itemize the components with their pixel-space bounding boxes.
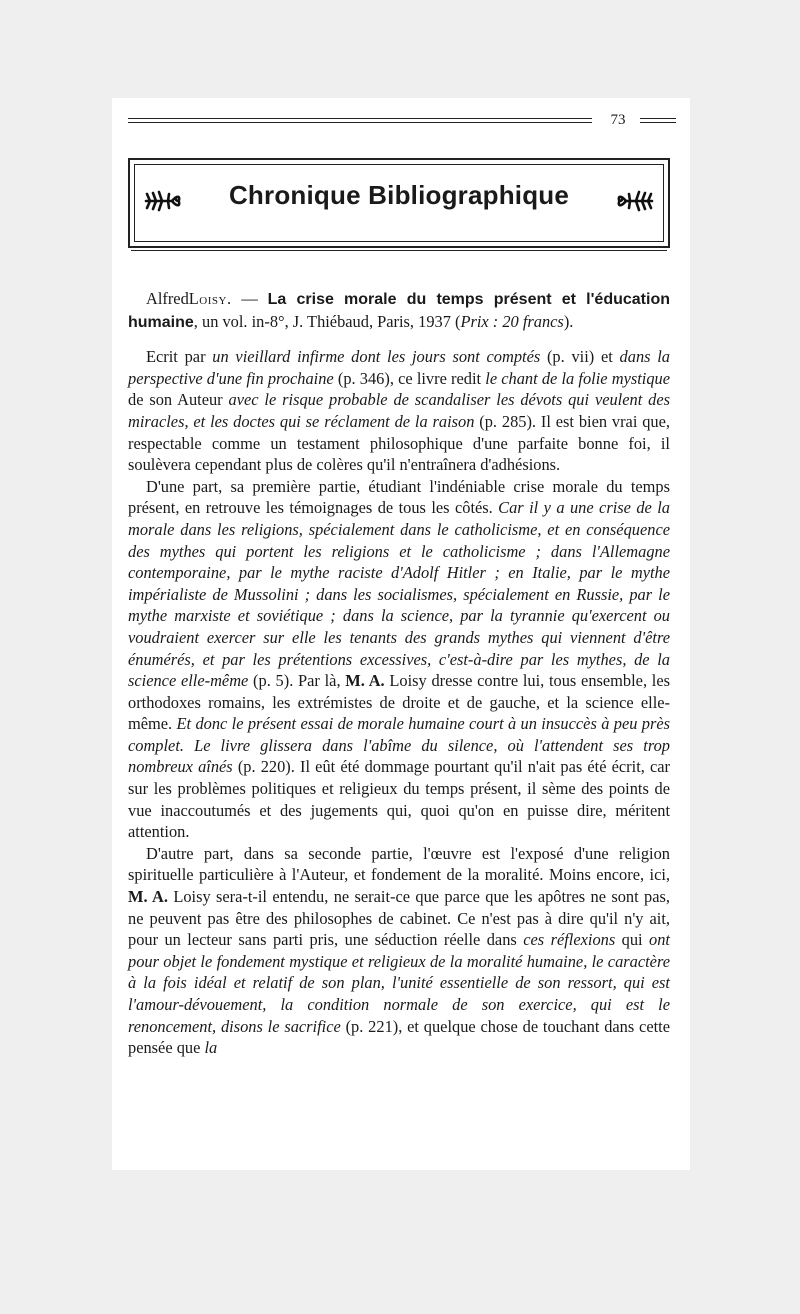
book-details: , un vol. in-8°, J. Thiébaud, Paris, 1937 ( (193, 311, 461, 331)
separator-dash: — (231, 289, 268, 308)
double-rule (128, 118, 592, 123)
text-run: Loisy dresse contre lui, tous ensemble, les orthodoxes romains, les extrémistes de droite et de gauche, et la science elle-même. (128, 671, 670, 734)
quote: le chant de la folie mystique (485, 368, 670, 388)
quote: ces réflexions (523, 930, 616, 950)
bibliographic-entry (128, 288, 670, 333)
page-number: 73 (610, 112, 626, 128)
text-run: (p. vii) et (540, 347, 620, 367)
section-header (128, 158, 670, 248)
text-run: Ecrit par (146, 347, 213, 367)
paragraph (128, 476, 670, 843)
paragraph (128, 843, 670, 1059)
quote: un vieillard infirme dont les jours sont comptés (212, 347, 541, 367)
author-last-name: Loisy. (188, 289, 232, 308)
text-run: D'autre part, dans sa seconde partie, l'œuvre est l'exposé d'une religion spirituelle particulière à l'Auteur, et fondement de la moralité. Moins encore, ici, (128, 843, 670, 885)
text-run: (p. 285). Il est bien vrai que, respectable comme un testament philosophique d'une parfaite bonne foi, il soulèvera cependant plus de colères qu'il n'entraînera d'adhésions. (128, 411, 670, 475)
quote: avec le risque probable de scandaliser les dévots qui veulent des miracles, et les doctes qui se réclament de la raison (128, 390, 670, 431)
text-run: qui (615, 930, 650, 950)
text-run: de son Auteur (128, 390, 229, 410)
paragraph (128, 346, 670, 476)
text-run: (p. 5). Par là, (248, 671, 346, 691)
section-title: Chronique Bibliographique (228, 180, 570, 210)
text-run: (p. 221), et quelque chose de touchant dans cette pensée que (128, 1016, 670, 1058)
quote: ont pour objet le fondement mystique et religieux de la moralité humaine, le caractère à la fois idéal et relatif de son plan, l'unité essentielle de son ressort, qui est l'amour-dévouement, la condition normale de son exercice, qui est le renoncement, disons le sacrifice (128, 930, 670, 1036)
book-title: La crise morale du temps présent et l'éducation humaine (128, 291, 670, 331)
quote: dans la perspective d'une fin prochaine (128, 347, 671, 388)
author-initials: M. A. (128, 887, 168, 907)
author-initials: M. A. (345, 671, 385, 691)
book-details-end: ). (563, 311, 574, 331)
quote: la (204, 1038, 218, 1058)
page (112, 98, 690, 1170)
text-run: Loisy sera-t-il entendu, ne serait-ce que parce que les apôtres ne sont pas, ne peuvent pas être des philosophes de cabinet. Ce n'est pas à dire qu'il n'y ait, pour un lecteur sans parti pris, une séduction réelle dans (128, 887, 670, 950)
quote: Car il y a une crise de la morale dans les religions, spécialement dans le catholicisme, et en conséquence des mythes qui portent les religions et le catholicisme ; dans l'Allemagne contemporaine, par le mythe raciste d'Adolf Hitler ; en Italie, par le mythe impérialiste de Mussolini ; dans les socialismes, spécialement en Russie, par le mythe marxiste et soviétique ; dans la science, par la tyrannie qu'exercent ou voudraient exercer sur elle les tenants des grands mythes qui viennent d'être énumérés, et par les prétentions excessives, c'est-à-dire par les mythes, de la science elle-même (128, 498, 670, 691)
double-rule (131, 250, 667, 251)
article-body (128, 288, 670, 1059)
text-run: (p. 220). Il eût été dommage pourtant qu'il n'ait pas été écrit, car sur les problèmes politiques et religieux du temps présent, il sème des points de vue inaccoutumés et des jugements qui, quoi qu'on en puisse dire, méritent attention. (128, 757, 670, 842)
running-head (128, 110, 684, 130)
book-price: Prix : 20 francs (460, 311, 564, 331)
text-run: (p. 346), ce livre redit (333, 368, 486, 388)
author-first-name: Alfred (146, 289, 189, 308)
quote: Et donc le présent essai de morale humaine court à un insuccès à peu près complet. Le livre glissera dans l'abîme du silence, où l'attendent ses trop nombreux aînés (128, 714, 670, 777)
text-run: D'une part, sa première partie, étudiant l'indéniable crise morale du temps présent, en retrouve les témoignages de tous les côtés. (128, 476, 670, 518)
fleuron-icon (616, 186, 656, 216)
double-rule (640, 118, 676, 123)
